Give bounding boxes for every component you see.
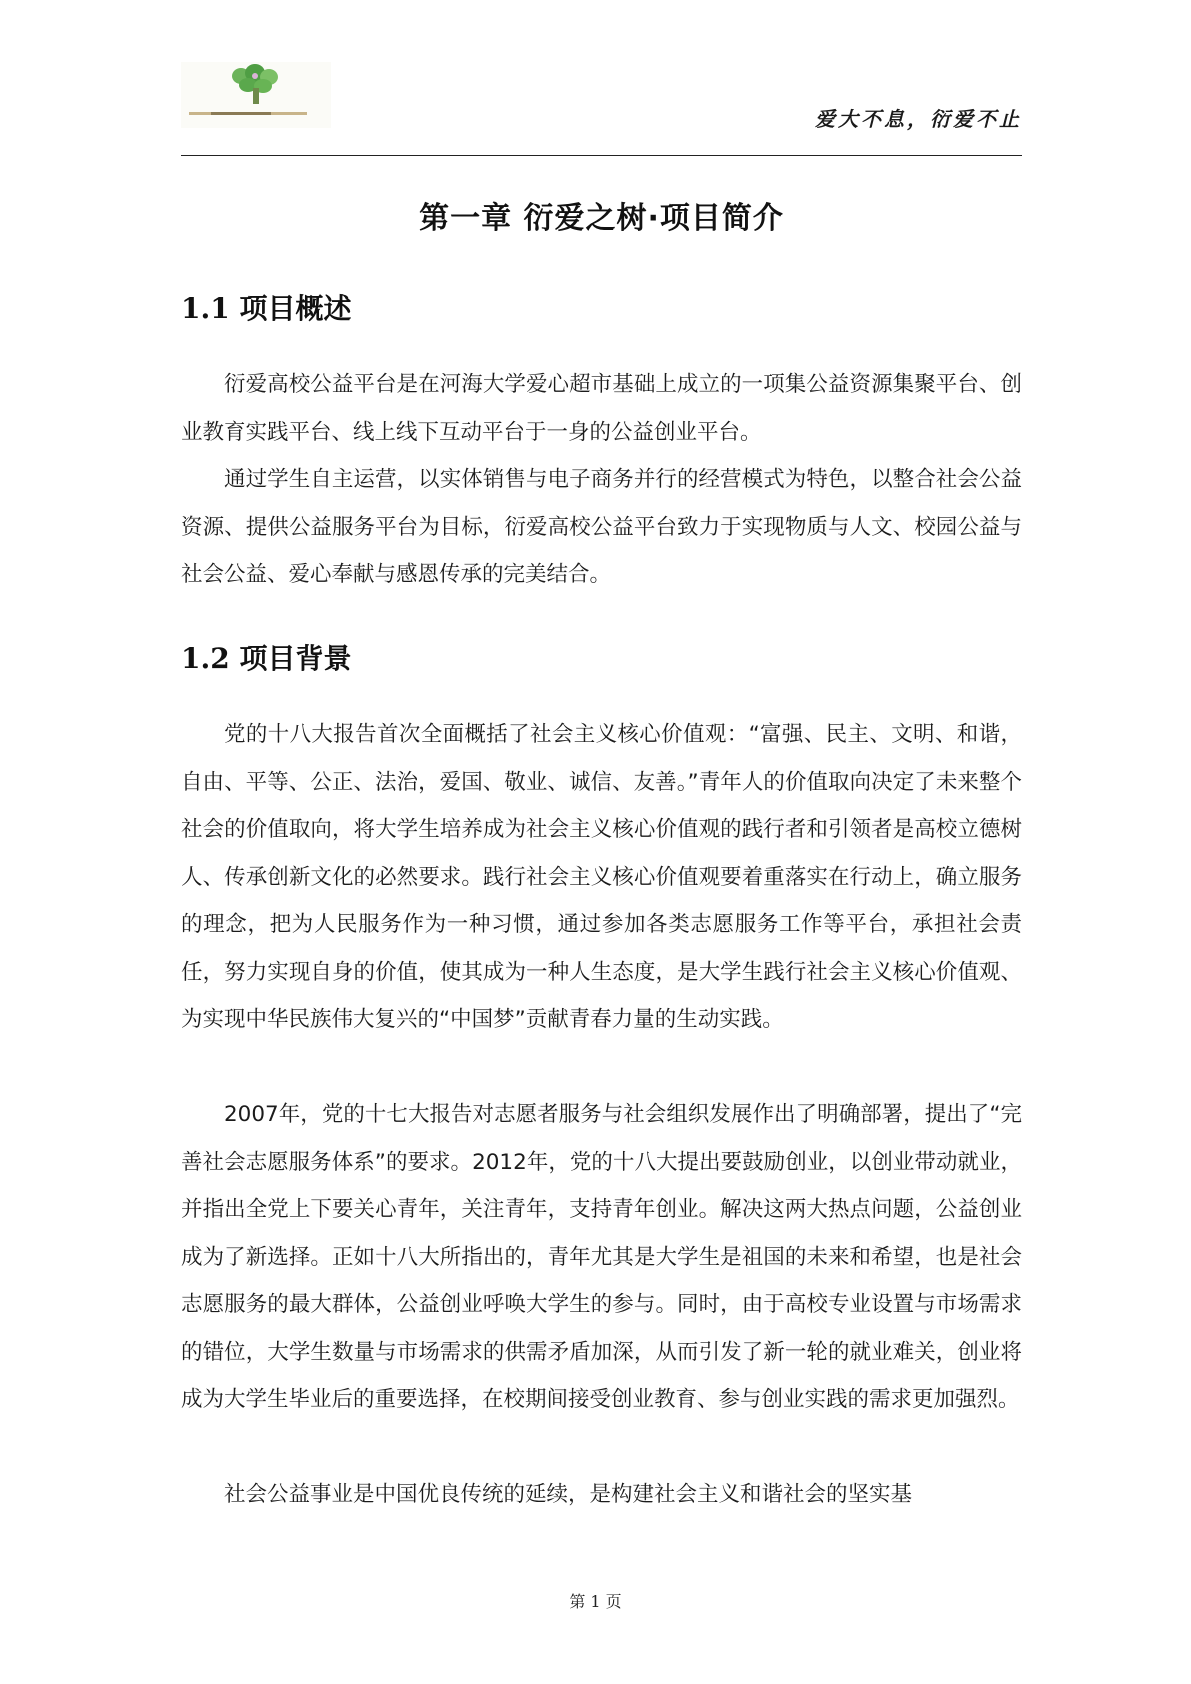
- tree-logo-icon: [181, 62, 331, 128]
- section-title-overview: 1.1 项目概述: [181, 292, 352, 325]
- paragraph: 社会公益事业是中国优良传统的延续，是构建社会主义和谐社会的坚实基: [224, 1482, 913, 1507]
- paragraph: 2007年，党的十七大报告对志愿者服务与社会组织发展作出了明确部署，提出了“完善社会志愿服务体系”的要求。2012年，党的十八大提出要鼓励创业，以创业带动就业，并指出全党上下要关心青年，关注青年，支持青年创业。解决这两大热点问题，公益创业成为了新选择。正如十八大所指出的，青年尤其是大学生是祖国的未来和希望，也是社会志愿服务的最大群体，公益创业呼唤大学生的参与。同时，由于高校专业设置与市场需求的错位，大学生数量与市场需求的供需矛盾加深，从而引发了新一轮的就业难关，创业将成为大学生毕业后的重要选择，在校期间接受创业教育、参与创业实践的需求更加强烈。: [181, 1102, 1022, 1412]
- section-title-background: 1.2 项目背景: [181, 642, 352, 675]
- chapter-title: 第一章 衍爱之树·项目简介: [419, 201, 784, 236]
- paragraph: 通过学生自主运营，以实体销售与电子商务并行的经营模式为特色，以整合社会公益资源、提供公益服务平台为目标，衍爱高校公益平台致力于实现物质与人文、校园公益与社会公益、爱心奉献与感恩传承的完美结合。: [181, 467, 1022, 587]
- header-divider: [181, 155, 1022, 156]
- paragraph: 党的十八大报告首次全面概括了社会主义核心价值观：“富强、民主、文明、和谐，自由、平等、公正、法治，爱国、敬业、诚信、友善。”青年人的价值取向决定了未来整个社会的价值取向，将大学生培养成为社会主义核心价值观的践行者和引领者是高校立德树人、传承创新文化的必然要求。践行社会主义核心价值观要着重落实在行动上，确立服务的理念，把为人民服务作为一种习惯，通过参加各类志愿服务工作等平台，承担社会责任，努力实现自身的价值，使其成为一种人生态度，是大学生践行社会主义核心价值观、为实现中华民族伟大复兴的“中国梦”贡献青春力量的生动实践。: [181, 722, 1022, 1032]
- page-number: 第 1 页: [569, 1592, 622, 1611]
- paragraph: 衍爱高校公益平台是在河海大学爱心超市基础上成立的一项集公益资源集聚平台、创业教育实践平台、线上线下互动平台于一身的公益创业平台。: [181, 372, 1022, 445]
- header-motto: 爱大不息，衍爱不止: [815, 107, 1022, 131]
